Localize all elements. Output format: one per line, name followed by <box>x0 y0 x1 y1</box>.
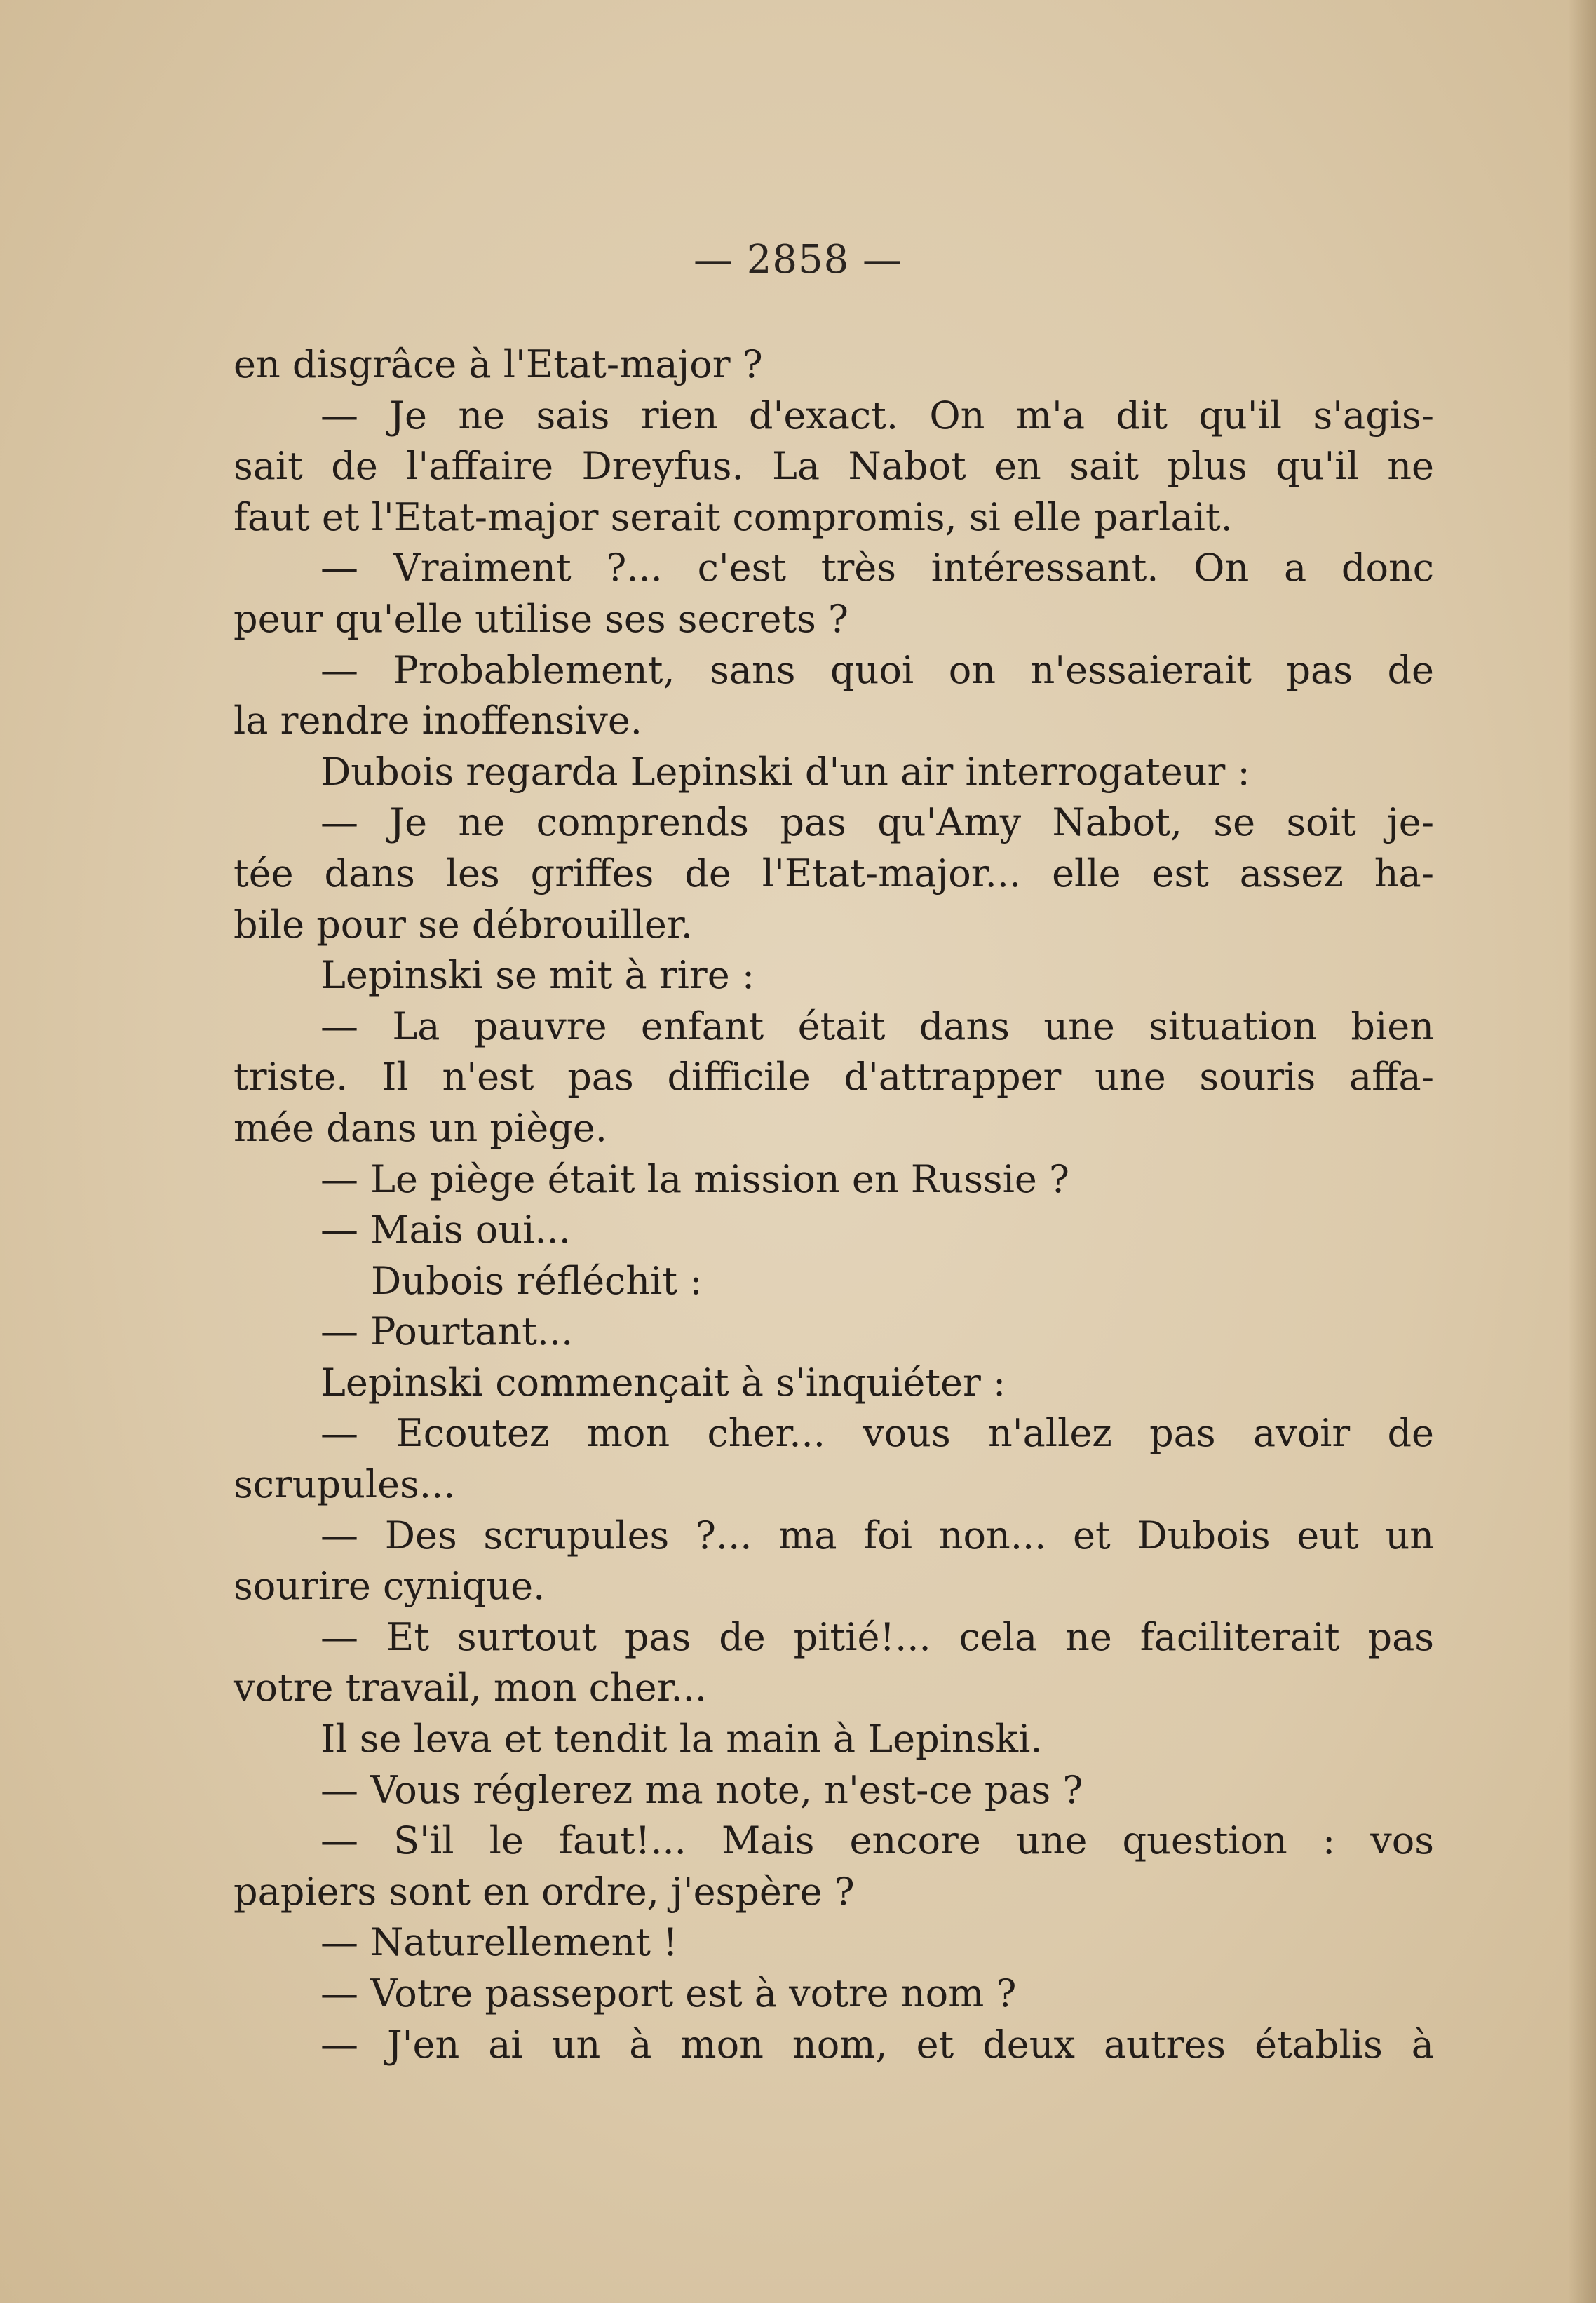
text-line: Lepinski se mit à rire : <box>320 953 755 998</box>
page-number: — 2858 — <box>693 237 903 283</box>
text-line: en disgrâce à l'Etat-major ? <box>234 342 763 386</box>
text-line: — Je ne sais rien d'exact. On m'a dit qu'il s'agis- <box>320 393 1434 438</box>
text-line: — Probablement, sans quoi on n'essaierait pas de <box>320 647 1434 692</box>
body-text <box>234 339 1434 2070</box>
text-line: — Le piège était la mission en Russie ? <box>320 1156 1069 1201</box>
text-line: faut et l'Etat-major serait compromis, si elle parlait. <box>234 494 1233 539</box>
text-line: — Ecoutez mon cher... vous n'allez pas avoir de <box>320 1411 1434 1456</box>
text-line: Lepinski commençait à s'inquiéter : <box>320 1360 1006 1405</box>
text-line: — Mais oui... <box>320 1208 571 1252</box>
text-line: scrupules... <box>234 1462 456 1507</box>
text-line: papiers sont en ordre, j'espère ? <box>234 1869 855 1914</box>
text-line: la rendre inoffensive. <box>234 698 642 743</box>
text-line: Dubois réfléchit : <box>371 1258 703 1303</box>
text-line: — La pauvre enfant était dans une situation bien <box>320 1004 1434 1048</box>
text-line: peur qu'elle utilise ses secrets ? <box>234 596 848 641</box>
text-line: — Vous réglerez ma note, n'est-ce pas ? <box>320 1767 1083 1812</box>
text-line: sait de l'affaire Dreyfus. La Nabot en sait plus qu'il ne <box>234 444 1434 489</box>
text-line: — Et surtout pas de pitié!... cela ne faciliterait pas <box>320 1614 1434 1659</box>
text-line: — J'en ai un à mon nom, et deux autres établis à <box>320 2022 1434 2067</box>
text-line: votre travail, mon cher... <box>234 1666 707 1710</box>
text-line: — Naturellement ! <box>320 1920 678 1965</box>
page-edge-shadow <box>1568 0 1596 2303</box>
text-line: bile pour se débrouiller. <box>234 902 693 947</box>
text-line: — Pourtant... <box>320 1309 574 1354</box>
text-line: — S'il le faut!... Mais encore une question : vos <box>320 1818 1434 1863</box>
text-line: Il se leva et tendit la main à Lepinski. <box>320 1717 1043 1762</box>
text-line: Dubois regarda Lepinski d'un air interrogateur : <box>320 749 1250 794</box>
text-line: mée dans un piège. <box>234 1105 607 1150</box>
text-line: triste. Il n'est pas difficile d'attrapper une souris affa- <box>234 1055 1434 1100</box>
text-line: — Votre passeport est à votre nom ? <box>320 1971 1017 2015</box>
text-line: — Je ne comprends pas qu'Amy Nabot, se soit je- <box>320 800 1434 845</box>
text-line: tée dans les griffes de l'Etat-major... elle est assez ha- <box>234 851 1434 896</box>
text-line: — Vraiment ?... c'est très intéressant. On a donc <box>320 546 1434 590</box>
text-line: — Des scrupules ?... ma foi non... et Dubois eut un <box>320 1513 1434 1558</box>
text-line: sourire cynique. <box>234 1564 546 1609</box>
